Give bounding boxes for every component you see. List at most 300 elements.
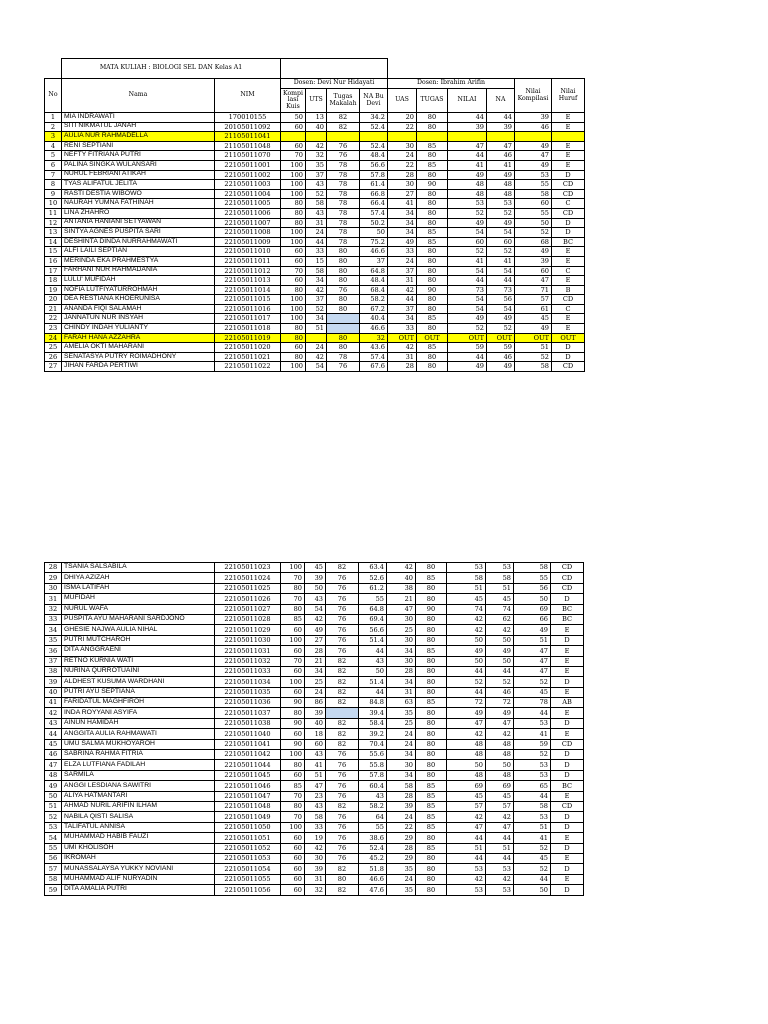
cell-uts: 35 bbox=[306, 160, 327, 170]
cell-nim: 22105011006 bbox=[215, 208, 281, 218]
course-title: MATA KULIAH : BIOLOGI SEL DAN Kelas A1 bbox=[62, 59, 281, 79]
cell-no: 30 bbox=[45, 583, 62, 593]
cell-uas: 22 bbox=[388, 160, 417, 170]
cell-na-bu-devi: 57.8 bbox=[360, 170, 388, 180]
cell-nama: NAURAH YUMNA FATHINAH bbox=[62, 199, 215, 209]
cell-nilai-huruf: E bbox=[551, 687, 584, 697]
cell-tugas: 80 bbox=[416, 770, 447, 780]
cell-nilai-kompilasi: 58 bbox=[514, 801, 551, 811]
cell-no: 19 bbox=[45, 285, 62, 295]
cell-nilai-kompilasi: 49 bbox=[515, 324, 552, 334]
cell-kompilasi-kuis: 60 bbox=[281, 729, 305, 739]
cell-nama: LINA ZHAHRO bbox=[62, 208, 215, 218]
cell-nama: AINUN HAMIDAH bbox=[62, 718, 215, 728]
cell-no: 5 bbox=[45, 151, 62, 161]
cell-tugas-makalah: 76 bbox=[326, 760, 359, 770]
cell-na-bu-devi: 52.4 bbox=[360, 141, 388, 151]
cell-na-bu-devi: 55.6 bbox=[359, 750, 387, 760]
cell-nim: 22105011046 bbox=[215, 781, 281, 791]
cell-nilai-huruf: D bbox=[552, 218, 585, 228]
cell-tugas: 80 bbox=[417, 122, 448, 132]
cell-na: 49 bbox=[486, 708, 514, 718]
cell-nim: 22105011051 bbox=[215, 833, 281, 843]
cell-nilai-huruf: E bbox=[552, 247, 585, 257]
cell-uts: 54 bbox=[306, 362, 327, 372]
cell-no: 49 bbox=[45, 781, 62, 791]
table-row bbox=[45, 247, 585, 257]
cell-na: 39 bbox=[487, 122, 515, 132]
cell-no: 27 bbox=[45, 362, 62, 372]
cell-no: 1 bbox=[45, 113, 62, 123]
cell-uas: 34 bbox=[388, 228, 417, 238]
table-row bbox=[45, 276, 585, 286]
cell-uas: 39 bbox=[387, 801, 416, 811]
cell-nilai-huruf: CD bbox=[551, 573, 584, 583]
cell-uas: 25 bbox=[387, 718, 416, 728]
cell-nilai-kompilasi: 66 bbox=[514, 614, 551, 624]
cell-kompilasi-kuis: 100 bbox=[281, 189, 306, 199]
cell-tugas-makalah: 80 bbox=[326, 874, 359, 884]
cell-na: 42 bbox=[486, 812, 514, 822]
cell-na: 47 bbox=[487, 141, 515, 151]
cell-uas: 29 bbox=[387, 853, 416, 863]
lecturer2-label: Dosen: Ibrahim Arifin bbox=[388, 79, 515, 89]
table-row bbox=[45, 304, 585, 314]
cell-uas: 37 bbox=[388, 304, 417, 314]
cell-nim: 22105011012 bbox=[215, 266, 281, 276]
table-row bbox=[45, 677, 584, 687]
cell-nilai: 54 bbox=[448, 228, 487, 238]
cell-tugas-makalah: 76 bbox=[326, 770, 359, 780]
cell-uas: 34 bbox=[387, 646, 416, 656]
cell-uas: 24 bbox=[388, 256, 417, 266]
cell-na: 49 bbox=[487, 314, 515, 324]
cell-uts: 44 bbox=[306, 237, 327, 247]
cell-tugas: 80 bbox=[417, 247, 448, 257]
cell-nim: 22105011022 bbox=[215, 362, 281, 372]
cell-tugas-makalah: 76 bbox=[326, 843, 359, 853]
table-row bbox=[45, 708, 584, 718]
cell-kompilasi-kuis: 70 bbox=[281, 151, 306, 161]
cell-no: 56 bbox=[45, 853, 62, 863]
cell-na-bu-devi: 84.8 bbox=[359, 698, 387, 708]
cell-nilai-kompilasi: 52 bbox=[514, 843, 551, 853]
cell-no: 9 bbox=[45, 189, 62, 199]
cell-nim: 170010155 bbox=[215, 113, 281, 123]
cell-tugas-makalah: 76 bbox=[326, 583, 359, 593]
cell-kompilasi-kuis: 60 bbox=[281, 625, 305, 635]
cell-tugas-makalah: 80 bbox=[327, 276, 360, 286]
cell-nama: NURUL FEBRIANI ATIKAH bbox=[62, 170, 215, 180]
cell-na-bu-devi: 44 bbox=[359, 646, 387, 656]
cell-nilai-kompilasi: 55 bbox=[515, 180, 552, 190]
cell-nim: 21105011048 bbox=[215, 141, 281, 151]
cell-uas: 31 bbox=[388, 276, 417, 286]
cell-no: 31 bbox=[45, 594, 62, 604]
cell-na: 47 bbox=[486, 718, 514, 728]
cell-no: 36 bbox=[45, 646, 62, 656]
cell-no: 38 bbox=[45, 666, 62, 676]
cell-uts: 24 bbox=[305, 687, 326, 697]
cell-no: 39 bbox=[45, 677, 62, 687]
cell-nilai-kompilasi: 49 bbox=[514, 625, 551, 635]
table-row bbox=[45, 760, 584, 770]
cell-uts: 86 bbox=[305, 698, 326, 708]
cell-nim: 22105011054 bbox=[215, 864, 281, 874]
cell-uas: 58 bbox=[387, 781, 416, 791]
cell-na-bu-devi: 60.4 bbox=[359, 781, 387, 791]
cell-nilai: 45 bbox=[447, 594, 486, 604]
cell-na-bu-devi: 51.4 bbox=[359, 635, 387, 645]
cell-kompilasi-kuis: 60 bbox=[281, 256, 306, 266]
cell-na: 48 bbox=[486, 739, 514, 749]
cell-nilai: 49 bbox=[447, 708, 486, 718]
cell-uas: 40 bbox=[387, 573, 416, 583]
cell-na: 48 bbox=[487, 189, 515, 199]
cell-tugas-makalah: 82 bbox=[326, 718, 359, 728]
cell-tugas: 80 bbox=[416, 708, 447, 718]
cell-tugas: 80 bbox=[417, 324, 448, 334]
cell-nim: 22105011056 bbox=[215, 885, 281, 895]
table-row bbox=[45, 666, 584, 676]
cell-nim: 22105011019 bbox=[215, 333, 281, 343]
cell-tugas: 80 bbox=[417, 189, 448, 199]
cell-uts: 42 bbox=[305, 843, 326, 853]
cell-na: 73 bbox=[487, 285, 515, 295]
cell-tugas-makalah: 76 bbox=[326, 833, 359, 843]
cell-no: 11 bbox=[45, 208, 62, 218]
cell-no: 12 bbox=[45, 218, 62, 228]
cell-uas: 34 bbox=[388, 314, 417, 324]
cell-uts: 58 bbox=[306, 199, 327, 209]
cell-tugas-makalah: 78 bbox=[327, 189, 360, 199]
cell-nilai: 73 bbox=[448, 285, 487, 295]
cell-kompilasi-kuis: 100 bbox=[281, 822, 305, 832]
cell-uts: 32 bbox=[306, 151, 327, 161]
cell-na-bu-devi: 43 bbox=[359, 656, 387, 666]
cell-nilai: 48 bbox=[448, 189, 487, 199]
cell-nilai: 59 bbox=[448, 343, 487, 353]
cell-nilai-kompilasi: 47 bbox=[515, 276, 552, 286]
cell-nilai-huruf bbox=[552, 132, 585, 142]
cell-na: 47 bbox=[486, 822, 514, 832]
cell-nama: FARAH HANA AZZAHRA bbox=[62, 333, 215, 343]
cell-tugas: 85 bbox=[416, 573, 447, 583]
cell-na-bu-devi: 64 bbox=[359, 812, 387, 822]
cell-nama: ALIYA HATMANTARI bbox=[62, 791, 215, 801]
cell-na: 58 bbox=[486, 573, 514, 583]
cell-nim: 22105011024 bbox=[215, 573, 281, 583]
cell-na-bu-devi: 55 bbox=[359, 822, 387, 832]
cell-nilai: 54 bbox=[448, 304, 487, 314]
cell-tugas-makalah: 82 bbox=[326, 739, 359, 749]
cell-tugas-makalah: 80 bbox=[327, 247, 360, 257]
cell-nim: 22105011016 bbox=[215, 304, 281, 314]
cell-uts: 32 bbox=[305, 885, 326, 895]
cell-nim: 22105011027 bbox=[215, 604, 281, 614]
cell-na: 45 bbox=[486, 791, 514, 801]
cell-uas: 34 bbox=[388, 218, 417, 228]
cell-nim: 22105011026 bbox=[215, 594, 281, 604]
header-nilai: NILAI bbox=[448, 89, 487, 113]
cell-tugas: 90 bbox=[416, 604, 447, 614]
cell-tugas: 80 bbox=[416, 864, 447, 874]
cell-tugas: 80 bbox=[417, 352, 448, 362]
cell-no: 7 bbox=[45, 170, 62, 180]
table-row bbox=[45, 160, 585, 170]
cell-tugas-makalah: 76 bbox=[327, 141, 360, 151]
cell-kompilasi-kuis: 100 bbox=[281, 295, 306, 305]
table-row bbox=[45, 285, 585, 295]
cell-kompilasi-kuis: 60 bbox=[281, 122, 306, 132]
cell-tugas: 80 bbox=[416, 885, 447, 895]
cell-kompilasi-kuis: 70 bbox=[281, 594, 305, 604]
cell-tugas-makalah: 82 bbox=[326, 687, 359, 697]
cell-uas: 38 bbox=[387, 583, 416, 593]
cell-tugas: 80 bbox=[416, 718, 447, 728]
cell-uas: 22 bbox=[387, 822, 416, 832]
cell-tugas-makalah: 78 bbox=[327, 170, 360, 180]
cell-na: 62 bbox=[486, 614, 514, 624]
cell-nilai-kompilasi: 53 bbox=[515, 170, 552, 180]
cell-kompilasi-kuis: 70 bbox=[281, 791, 305, 801]
cell-nilai-huruf: D bbox=[551, 750, 584, 760]
cell-nama: TYAS ALIFATUL JELITA bbox=[62, 180, 215, 190]
cell-nilai-kompilasi: 39 bbox=[515, 256, 552, 266]
cell-tugas: 90 bbox=[417, 285, 448, 295]
cell-uas: 35 bbox=[387, 708, 416, 718]
cell-na-bu-devi: 40.4 bbox=[360, 314, 388, 324]
cell-nilai-kompilasi: 50 bbox=[514, 885, 551, 895]
cell-uas: 42 bbox=[387, 563, 416, 573]
cell-nim: 22105011055 bbox=[215, 874, 281, 884]
cell-no: 45 bbox=[45, 739, 62, 749]
cell-no: 58 bbox=[45, 874, 62, 884]
cell-na: 50 bbox=[486, 635, 514, 645]
cell-na: 44 bbox=[486, 666, 514, 676]
table-row bbox=[45, 729, 584, 739]
table-row bbox=[45, 583, 584, 593]
cell-na: 52 bbox=[487, 324, 515, 334]
cell-tugas-makalah: 76 bbox=[326, 614, 359, 624]
cell-nama: NEFTY FITRIANA PUTRI bbox=[62, 151, 215, 161]
cell-kompilasi-kuis: 100 bbox=[281, 314, 306, 324]
cell-nilai-huruf: C bbox=[552, 199, 585, 209]
cell-nim: 22105011004 bbox=[215, 189, 281, 199]
cell-nilai-huruf: D bbox=[551, 677, 584, 687]
cell-kompilasi-kuis bbox=[281, 132, 306, 142]
cell-nilai-kompilasi: 55 bbox=[515, 208, 552, 218]
cell-kompilasi-kuis: 60 bbox=[281, 276, 306, 286]
cell-nama: CHINDY INDAH YULIANTY bbox=[62, 324, 215, 334]
cell-no: 54 bbox=[45, 833, 62, 843]
cell-na: 48 bbox=[486, 750, 514, 760]
cell-tugas: 80 bbox=[416, 656, 447, 666]
cell-nilai-huruf: E bbox=[552, 113, 585, 123]
cell-tugas: 80 bbox=[417, 208, 448, 218]
cell-nim: 22105011038 bbox=[215, 718, 281, 728]
cell-nilai-kompilasi: 60 bbox=[515, 199, 552, 209]
cell-tugas-makalah: 78 bbox=[327, 160, 360, 170]
table-row bbox=[45, 781, 584, 791]
cell-uas: 34 bbox=[388, 208, 417, 218]
cell-nilai-kompilasi: 52 bbox=[515, 228, 552, 238]
cell-uas: 34 bbox=[387, 770, 416, 780]
table-body-page1 bbox=[45, 113, 585, 372]
cell-tugas: 80 bbox=[417, 199, 448, 209]
cell-nilai-huruf: E bbox=[551, 646, 584, 656]
cell-nama: ALFI LAILI SEPTIAN bbox=[62, 247, 215, 257]
cell-uts: 37 bbox=[306, 295, 327, 305]
cell-nilai: 44 bbox=[447, 853, 486, 863]
cell-uts: 42 bbox=[306, 141, 327, 151]
cell-nilai-huruf: CD bbox=[552, 208, 585, 218]
cell-na: 51 bbox=[486, 843, 514, 853]
table-row bbox=[45, 833, 584, 843]
cell-na-bu-devi: 52.4 bbox=[360, 122, 388, 132]
table-row bbox=[45, 594, 584, 604]
cell-uts: 52 bbox=[306, 189, 327, 199]
cell-tugas-makalah: 76 bbox=[326, 822, 359, 832]
cell-nama: UMU SALMA MUKHOYAROH bbox=[62, 739, 215, 749]
cell-uas: 30 bbox=[387, 760, 416, 770]
cell-uas: 22 bbox=[388, 122, 417, 132]
cell-nilai: 49 bbox=[447, 646, 486, 656]
cell-kompilasi-kuis: 80 bbox=[281, 352, 306, 362]
cell-tugas-makalah: 78 bbox=[327, 199, 360, 209]
cell-na-bu-devi: 34.2 bbox=[360, 113, 388, 123]
cell-tugas-makalah: 76 bbox=[326, 853, 359, 863]
cell-nama: NURINA QURROTUAINI bbox=[62, 666, 215, 676]
cell-tugas: 80 bbox=[417, 362, 448, 372]
cell-na-bu-devi: 55 bbox=[359, 594, 387, 604]
cell-uts: 49 bbox=[305, 625, 326, 635]
cell-nama: JANNATUN NUR INSYAH bbox=[62, 314, 215, 324]
cell-kompilasi-kuis: 85 bbox=[281, 614, 305, 624]
cell-nama: DEA RESTIANA KHOERUNISA bbox=[62, 295, 215, 305]
cell-na: 60 bbox=[487, 237, 515, 247]
cell-nilai-kompilasi: 49 bbox=[515, 160, 552, 170]
cell-tugas: 80 bbox=[416, 625, 447, 635]
cell-nilai: 47 bbox=[448, 141, 487, 151]
cell-na-bu-devi: 47.6 bbox=[359, 885, 387, 895]
cell-nilai: 48 bbox=[447, 739, 486, 749]
cell-na: 46 bbox=[487, 151, 515, 161]
cell-nama: DITA AMALIA PUTRI bbox=[62, 885, 215, 895]
cell-uts: 41 bbox=[305, 760, 326, 770]
cell-na: 41 bbox=[487, 256, 515, 266]
cell-nilai-huruf: B bbox=[552, 285, 585, 295]
cell-nilai: 45 bbox=[447, 791, 486, 801]
cell-uts: 33 bbox=[305, 822, 326, 832]
cell-tugas-makalah: 82 bbox=[326, 698, 359, 708]
cell-uts: 40 bbox=[306, 122, 327, 132]
cell-na: 45 bbox=[486, 594, 514, 604]
cell-nilai-kompilasi: OUT bbox=[515, 333, 552, 343]
cell-nilai-huruf: CD bbox=[551, 583, 584, 593]
cell-nilai-kompilasi: 51 bbox=[514, 635, 551, 645]
cell-tugas: 85 bbox=[417, 343, 448, 353]
table-row bbox=[45, 718, 584, 728]
cell-uts: 58 bbox=[306, 266, 327, 276]
cell-na-bu-devi: 48.4 bbox=[360, 276, 388, 286]
cell-na-bu-devi: 55.8 bbox=[359, 760, 387, 770]
cell-uts: 39 bbox=[305, 864, 326, 874]
cell-uts: 24 bbox=[306, 228, 327, 238]
cell-tugas: 85 bbox=[416, 801, 447, 811]
cell-uts: 47 bbox=[305, 781, 326, 791]
cell-na: 46 bbox=[487, 352, 515, 362]
cell-na-bu-devi: 68.4 bbox=[360, 285, 388, 295]
cell-nilai-huruf: CD bbox=[551, 739, 584, 749]
cell-kompilasi-kuis: 100 bbox=[281, 750, 305, 760]
cell-nilai: 48 bbox=[447, 750, 486, 760]
cell-na-bu-devi: 63.4 bbox=[359, 563, 387, 573]
cell-uas: 24 bbox=[387, 729, 416, 739]
header-uts: UTS bbox=[306, 89, 327, 113]
cell-na-bu-devi: 50.2 bbox=[360, 218, 388, 228]
cell-tugas: 80 bbox=[416, 687, 447, 697]
cell-nilai-huruf: E bbox=[551, 853, 584, 863]
cell-na: 49 bbox=[487, 362, 515, 372]
table-row bbox=[45, 151, 585, 161]
cell-tugas: 80 bbox=[416, 833, 447, 843]
cell-nilai-kompilasi: 56 bbox=[514, 583, 551, 593]
cell-uts: 34 bbox=[305, 666, 326, 676]
cell-uts: 31 bbox=[305, 874, 326, 884]
cell-tugas-makalah: 82 bbox=[326, 666, 359, 676]
cell-nim: 22105011041 bbox=[215, 739, 281, 749]
cell-no: 42 bbox=[45, 708, 62, 718]
cell-no: 44 bbox=[45, 729, 62, 739]
cell-uas: 63 bbox=[387, 698, 416, 708]
cell-tugas: 85 bbox=[417, 141, 448, 151]
grade-table-page2 bbox=[44, 562, 584, 896]
cell-uts: 25 bbox=[305, 677, 326, 687]
table-row bbox=[45, 256, 585, 266]
cell-nilai-kompilasi: 47 bbox=[514, 666, 551, 676]
table-row bbox=[45, 739, 584, 749]
cell-nilai-kompilasi: 58 bbox=[515, 189, 552, 199]
cell-uts: 27 bbox=[305, 635, 326, 645]
cell-nilai-kompilasi: 52 bbox=[514, 864, 551, 874]
cell-nilai-huruf: CD bbox=[552, 180, 585, 190]
cell-nama: ELZA LUTFIANA FADILAH bbox=[62, 760, 215, 770]
cell-uas: 33 bbox=[388, 324, 417, 334]
cell-na-bu-devi: 43 bbox=[359, 791, 387, 801]
cell-tugas-makalah: 78 bbox=[327, 228, 360, 238]
cell-nim: 22105011017 bbox=[215, 314, 281, 324]
cell-nim: 22105011037 bbox=[215, 708, 281, 718]
cell-na: 54 bbox=[487, 266, 515, 276]
table-row bbox=[45, 122, 585, 132]
cell-nilai-kompilasi: 65 bbox=[514, 781, 551, 791]
cell-nilai-kompilasi: 57 bbox=[515, 295, 552, 305]
cell-uas: 24 bbox=[387, 812, 416, 822]
cell-na-bu-devi: 45.2 bbox=[359, 853, 387, 863]
cell-na-bu-devi: 67.2 bbox=[360, 304, 388, 314]
cell-kompilasi-kuis: 90 bbox=[281, 718, 305, 728]
cell-nilai-kompilasi: 78 bbox=[514, 698, 551, 708]
cell-nilai-huruf: E bbox=[552, 141, 585, 151]
table-row bbox=[45, 141, 585, 151]
cell-nim: 22105011031 bbox=[215, 646, 281, 656]
cell-nama: MUHAMMAD ALIF NURYADIN bbox=[62, 874, 215, 884]
cell-nilai: 41 bbox=[448, 160, 487, 170]
cell-nama: SITI NIKMATUL JANAH bbox=[62, 122, 215, 132]
cell-nilai: 44 bbox=[448, 151, 487, 161]
cell-tugas-makalah: 76 bbox=[326, 750, 359, 760]
